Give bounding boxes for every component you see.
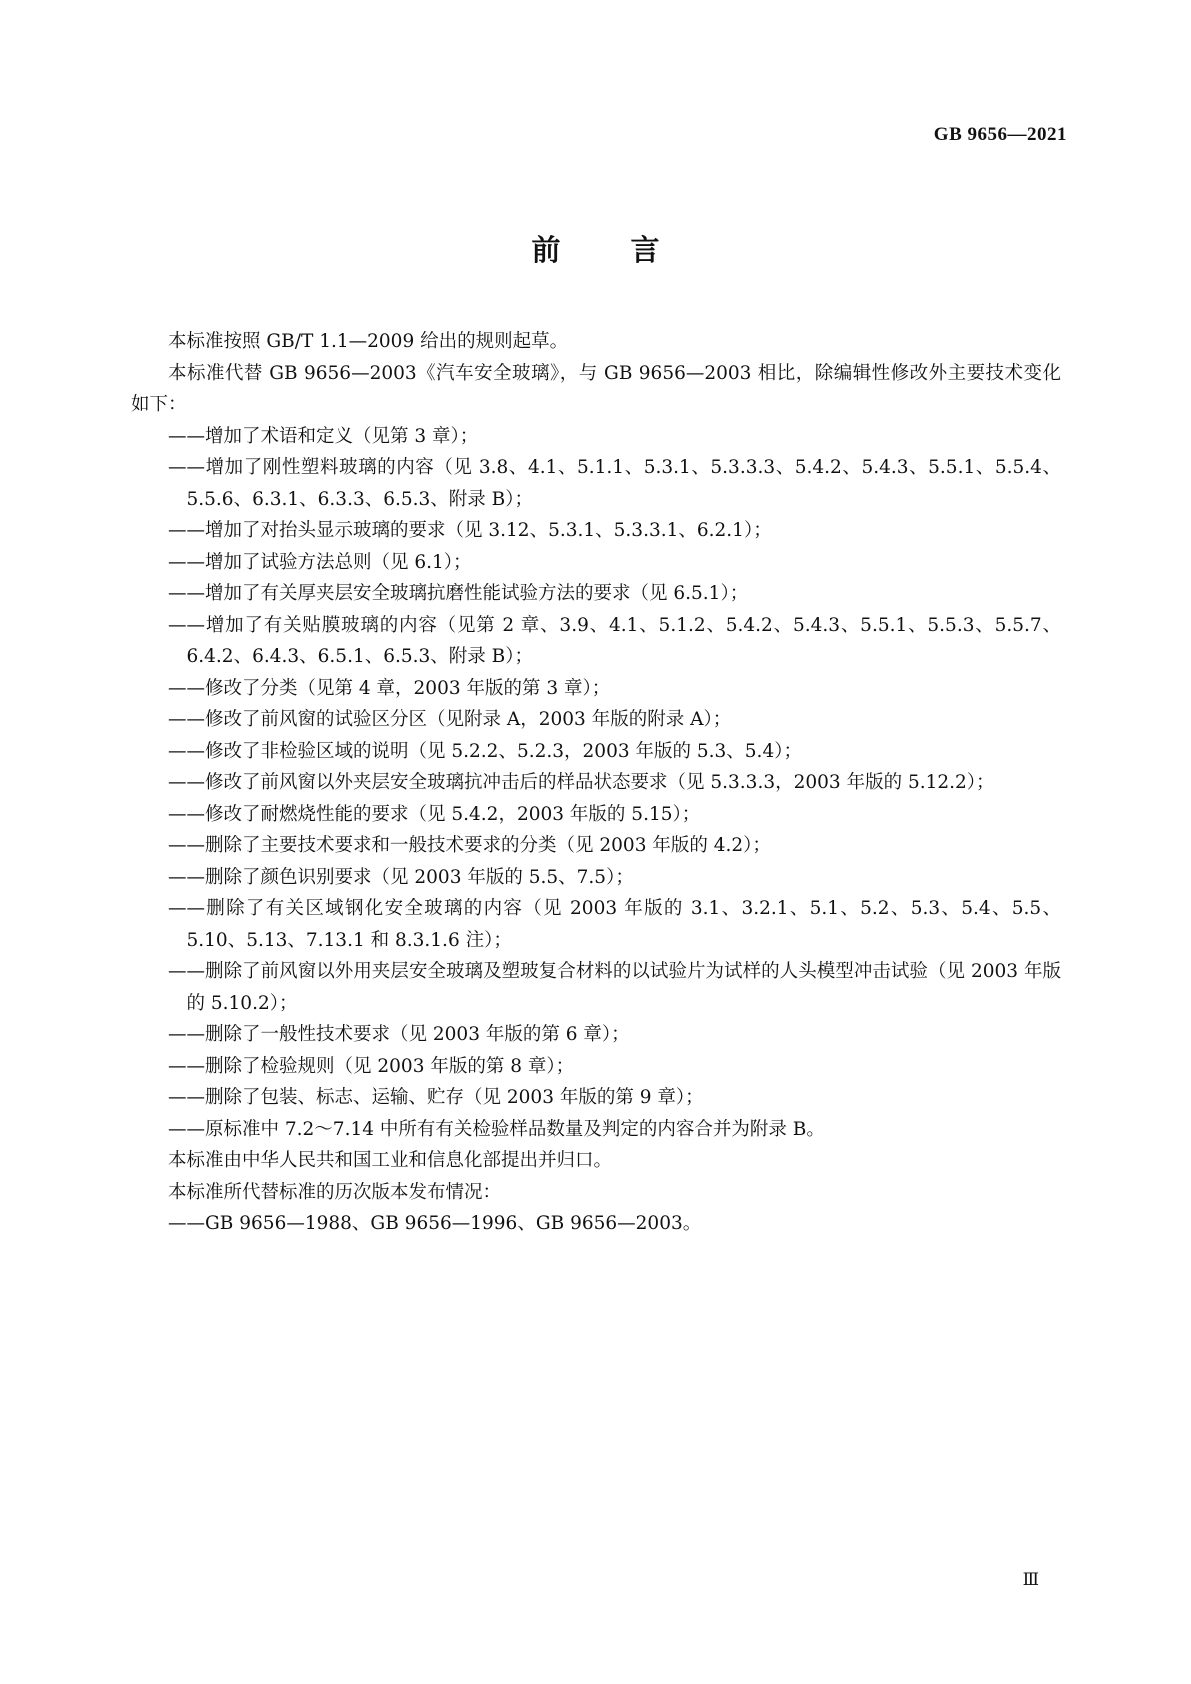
- change-item: ——修改了耐燃烧性能的要求（见 5.4.2，2003 年版的 5.15）；: [168, 803, 701, 825]
- change-item: ——删除了前风窗以外用夹层安全玻璃及塑玻复合材料的以试验片为试样的人头模型冲击试验（见 2003 年版的 5.10.2）；: [168, 961, 1061, 1014]
- change-item: ——增加了刚性塑料玻璃的内容（见 3.8、4.1、5.1.1、5.3.1、5.3.3.3、5.4.2、5.4.3、5.5.1、5.5.4、5.5.6、6.3.1、6.3.3、6.5.3、附录 B）；: [168, 457, 1061, 510]
- page-number: Ⅲ: [1022, 1570, 1039, 1589]
- preface-content: [131, 326, 1061, 1240]
- change-item: ——增加了试验方法总则（见 6.1）；: [168, 551, 472, 573]
- header-standard-code: GB 9656—2021: [933, 124, 1067, 145]
- change-item: ——修改了非检验区域的说明（见 5.2.2、5.2.3，2003 年版的 5.3、5.4）；: [168, 740, 802, 762]
- change-item: ——增加了术语和定义（见第 3 章）；: [168, 425, 479, 447]
- change-item: ——原标准中 7.2～7.14 中所有有关检验样品数量及判定的内容合并为附录 B。: [168, 1118, 825, 1140]
- intro-paragraph-drafting-rules: 本标准按照 GB/T 1.1—2009 给出的规则起草。: [168, 331, 569, 352]
- change-item: ——删除了颜色识别要求（见 2003 年版的 5.5、7.5）；: [168, 866, 634, 888]
- change-item: ——增加了有关厚夹层安全玻璃抗磨性能试验方法的要求（见 6.5.1）；: [168, 583, 749, 604]
- change-item: ——删除了主要技术要求和一般技术要求的分类（见 2003 年版的 4.2）；: [168, 835, 771, 856]
- change-item: ——修改了前风窗以外夹层安全玻璃抗冲击后的样品状态要求（见 5.3.3.3，2003 年版的 5.12.2）；: [168, 772, 995, 793]
- intro-paragraph-replacement: 本标准代替 GB 9656—2003《汽车安全玻璃》，与 GB 9656—2003 相比，除编辑性修改外主要技术变化如下：: [131, 362, 1061, 415]
- closing-paragraph-history-heading: 本标准所代替标准的历次版本发布情况：: [168, 1181, 502, 1203]
- change-item: ——增加了有关贴膜玻璃的内容（见第 2 章、3.9、4.1、5.1.2、5.4.2、5.4.3、5.5.1、5.5.3、5.5.7、6.4.2、6.4.3、6.5.1、6.5.3、附录 B）；: [168, 614, 1061, 667]
- page-title: 前 言: [531, 233, 690, 267]
- change-item: ——增加了对抬头显示玻璃的要求（见 3.12、5.3.1、5.3.3.1、6.2.1）；: [168, 520, 772, 541]
- change-item: ——修改了前风窗的试验区分区（见附录 A，2003 年版的附录 A）；: [168, 709, 732, 730]
- change-item: ——删除了一般性技术要求（见 2003 年版的第 6 章）；: [168, 1024, 630, 1045]
- change-item: ——删除了包装、标志、运输、贮存（见 2003 年版的第 9 章）；: [168, 1087, 704, 1108]
- change-item: ——删除了检验规则（见 2003 年版的第 8 章）；: [168, 1055, 575, 1077]
- history-item: ——GB 9656—1988、GB 9656—1996、GB 9656—2003。: [168, 1213, 702, 1234]
- closing-paragraph-proposer: 本标准由中华人民共和国工业和信息化部提出并归口。: [168, 1150, 613, 1171]
- change-item: ——修改了分类（见第 4 章，2003 年版的第 3 章）；: [168, 677, 611, 699]
- change-item: ——删除了有关区域钢化安全玻璃的内容（见 2003 年版的 3.1、3.2.1、5.1、5.2、5.3、5.4、5.5、5.10、5.13、7.13.1 和 8.3.1.6 注）；: [168, 898, 1061, 951]
